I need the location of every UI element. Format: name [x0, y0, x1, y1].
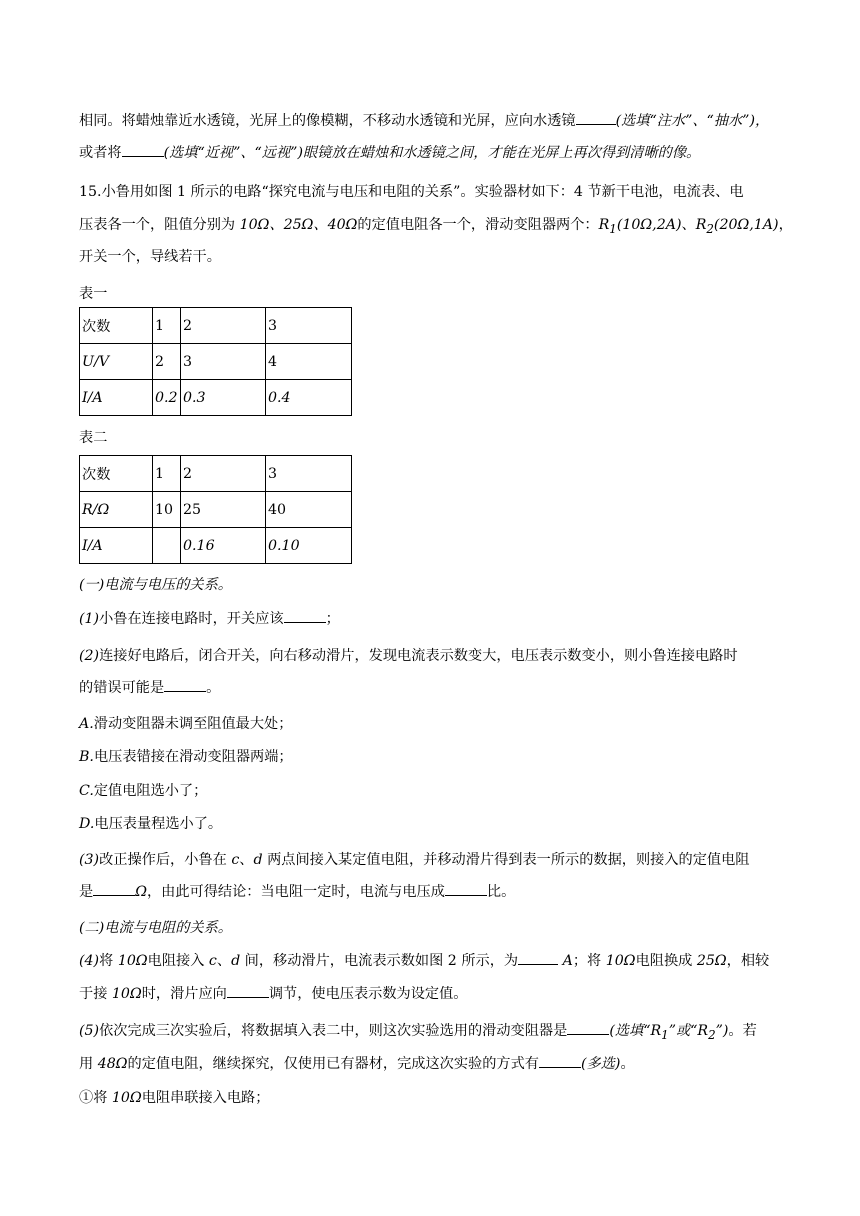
table-cell: 2: [181, 308, 266, 344]
table-cell: U/V: [80, 344, 153, 380]
table-cell: 0.2: [153, 380, 181, 416]
table-cell: 10: [153, 492, 181, 528]
answer-blank[interactable]: [576, 110, 616, 125]
table-cell: 1: [153, 308, 181, 344]
section-heading: (二)电流与电阻的关系。: [79, 920, 232, 936]
answer-blank[interactable]: [567, 1020, 609, 1035]
question-part-1: (1)小鲁在连接电路时，开关应该 ；: [79, 608, 340, 630]
table-cell: I/A: [80, 380, 153, 416]
table-cell: 2: [181, 456, 266, 492]
table-cell: 0.4: [266, 380, 352, 416]
text-line: 是 Ω，由此可得结论：当电阻一定时，电流与电压成 比。: [79, 881, 515, 903]
answer-blank[interactable]: [445, 881, 487, 896]
table-cell: 0.3: [181, 380, 266, 416]
table-row: [80, 344, 352, 380]
table-cell: 3: [181, 344, 266, 380]
answer-blank[interactable]: [93, 881, 135, 896]
question-part-3: (3)改正操作后，小鲁在 c、d 两点间接入某定值电阻，并移动滑片得到表一所示的数据，则接入的定值电阻: [79, 852, 750, 868]
answer-blank[interactable]: [227, 983, 269, 998]
table-row: [80, 308, 352, 344]
text-line: 压表各一个，阻值分别为 10Ω、25Ω、40Ω的定值电阻各一个，滑动变阻器两个：$R_1(10\Omega,2A)$、$R_2(20\Omega,1A)$，: [79, 217, 793, 236]
answer-blank[interactable]: [122, 142, 164, 157]
table-cell: 次数: [80, 308, 153, 344]
table-cell: 3: [266, 308, 352, 344]
table-2: [79, 455, 352, 564]
table2-title: 表二: [79, 430, 108, 446]
option-b: B.电压表错接在滑动变阻器两端；: [79, 749, 293, 765]
text-line: 开关一个，导线若干。: [79, 249, 221, 265]
table-cell: 3: [266, 456, 352, 492]
question-part-2: (2)连接好电路后，闭合开关，向右移动滑片，发现电流表示数变大，电压表示数变小，则小鲁连接电路时: [79, 648, 738, 664]
answer-blank[interactable]: [164, 677, 206, 692]
table1-title: 表一: [79, 286, 108, 302]
table-row: [80, 380, 352, 416]
text-line: 于接 10Ω时，滑片应向 调节，使电压表示数为设定值。: [79, 983, 468, 1005]
option-1: ①将 10Ω电阻串联接入电路；: [79, 1090, 270, 1106]
table-row: [80, 528, 352, 564]
table-cell: 次数: [80, 456, 153, 492]
answer-blank[interactable]: [284, 608, 326, 623]
table-cell: 0.16: [181, 528, 266, 564]
table-cell: 0.10: [266, 528, 352, 564]
table-cell: 2: [153, 344, 181, 380]
question-part-4: (4)将 10Ω电阻接入 c、d 间，移动滑片，电流表示数如图 2 所示，为 A；将 10Ω电阻换成 25Ω，相较: [79, 950, 769, 972]
table-cell: I/A: [80, 528, 153, 564]
text-line: 或者将 (选填“近视”、“远视”)眼镜放在蜡烛和水透镜之间，才能在光屏上再次得到清晰的像。: [79, 142, 700, 164]
table-cell: 25: [181, 492, 266, 528]
question-15-line: 15.小鲁用如图 1 所示的电路“探究电流与电压和电阻的关系”。实验器材如下：4 节新干电池，电流表、电: [79, 184, 744, 200]
option-a: A.滑动变阻器未调至阻值最大处；: [79, 716, 293, 732]
answer-blank[interactable]: [539, 1053, 581, 1068]
table-row: [80, 456, 352, 492]
table-cell: 4: [266, 344, 352, 380]
table-row: [80, 492, 352, 528]
table-1: [79, 307, 352, 416]
answer-blank[interactable]: [518, 950, 558, 965]
table-cell: 40: [266, 492, 352, 528]
text-line: 用 48Ω的定值电阻，继续探究，仅使用已有器材，完成这次实验的方式有 (多选)。: [79, 1053, 635, 1075]
section-heading: (一)电流与电压的关系。: [79, 577, 232, 593]
option-d: D.电压表量程选小了。: [79, 816, 223, 832]
question-part-5: (5)依次完成三次实验后，将数据填入表二中，则这次实验选用的滑动变阻器是 (选填“$R_1$”或“$R_2$”)。若: [79, 1020, 757, 1046]
table-cell: R/Ω: [80, 492, 153, 528]
text-line: 相同。将蜡烛靠近水透镜，光屏上的像模糊，不移动水透镜和光屏，应向水透镜 (选填“注水”、“抽水”)，: [79, 110, 769, 132]
text-line: 的错误可能是 。: [79, 677, 220, 699]
option-c: C.定值电阻选小了；: [79, 783, 208, 799]
table-cell: [153, 528, 181, 564]
table-cell: 1: [153, 456, 181, 492]
